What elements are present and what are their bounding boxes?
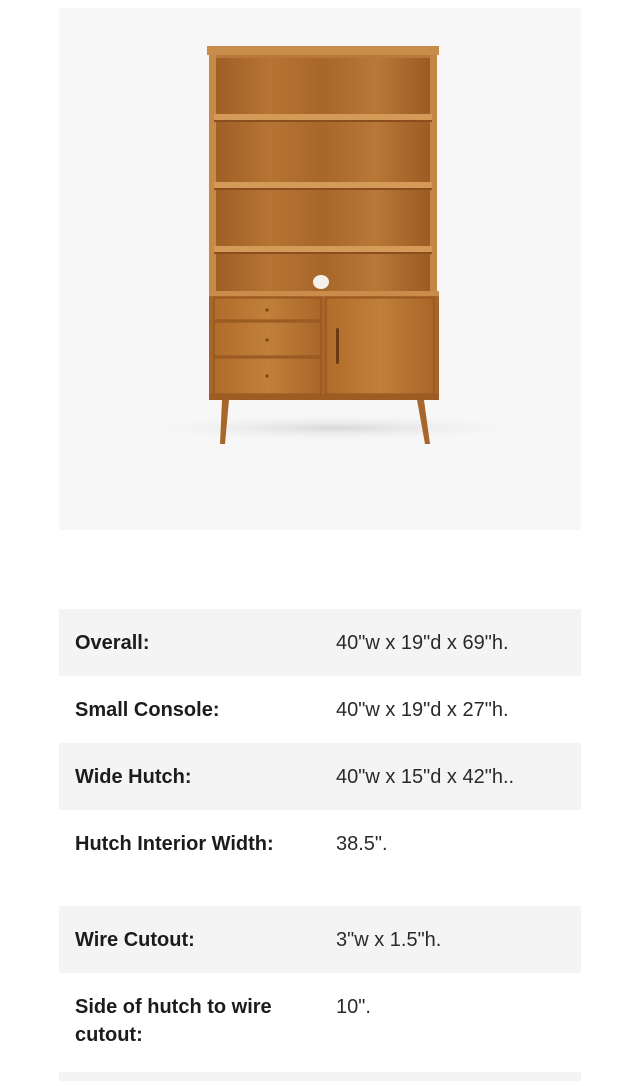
spec-value: 40"w x 19"d x 69"h. (336, 632, 509, 654)
specifications-table (59, 609, 581, 1069)
spec-value: 40"w x 15"d x 42"h.. (336, 766, 515, 788)
spec-label: Side of hutch to wire cutout: (75, 996, 272, 1046)
next-spec-row-partial (59, 1072, 581, 1081)
spec-row-wide-hutch (59, 743, 581, 810)
spec-label: Small Console: (75, 699, 220, 721)
hutch (207, 46, 439, 294)
product-image (59, 8, 581, 530)
spec-label: Overall: (75, 632, 150, 654)
spec-row-overall (59, 609, 581, 676)
spec-value: 3"w x 1.5"h. (336, 929, 442, 951)
bookshelf-illustration (59, 8, 581, 530)
spec-row-side-to-wire-cutout (59, 973, 581, 1069)
spec-value: 38.5". (336, 833, 388, 855)
spec-label: Wire Cutout: (75, 929, 195, 951)
spec-row-hutch-interior-width (59, 810, 581, 906)
spec-row-small-console (59, 676, 581, 743)
spec-value: 40"w x 19"d x 27"h. (336, 699, 509, 721)
spec-value: 10". (336, 996, 371, 1018)
spec-label: Wide Hutch: (75, 766, 192, 788)
spec-row-wire-cutout (59, 906, 581, 973)
spec-label: Hutch Interior Width: (75, 833, 274, 855)
